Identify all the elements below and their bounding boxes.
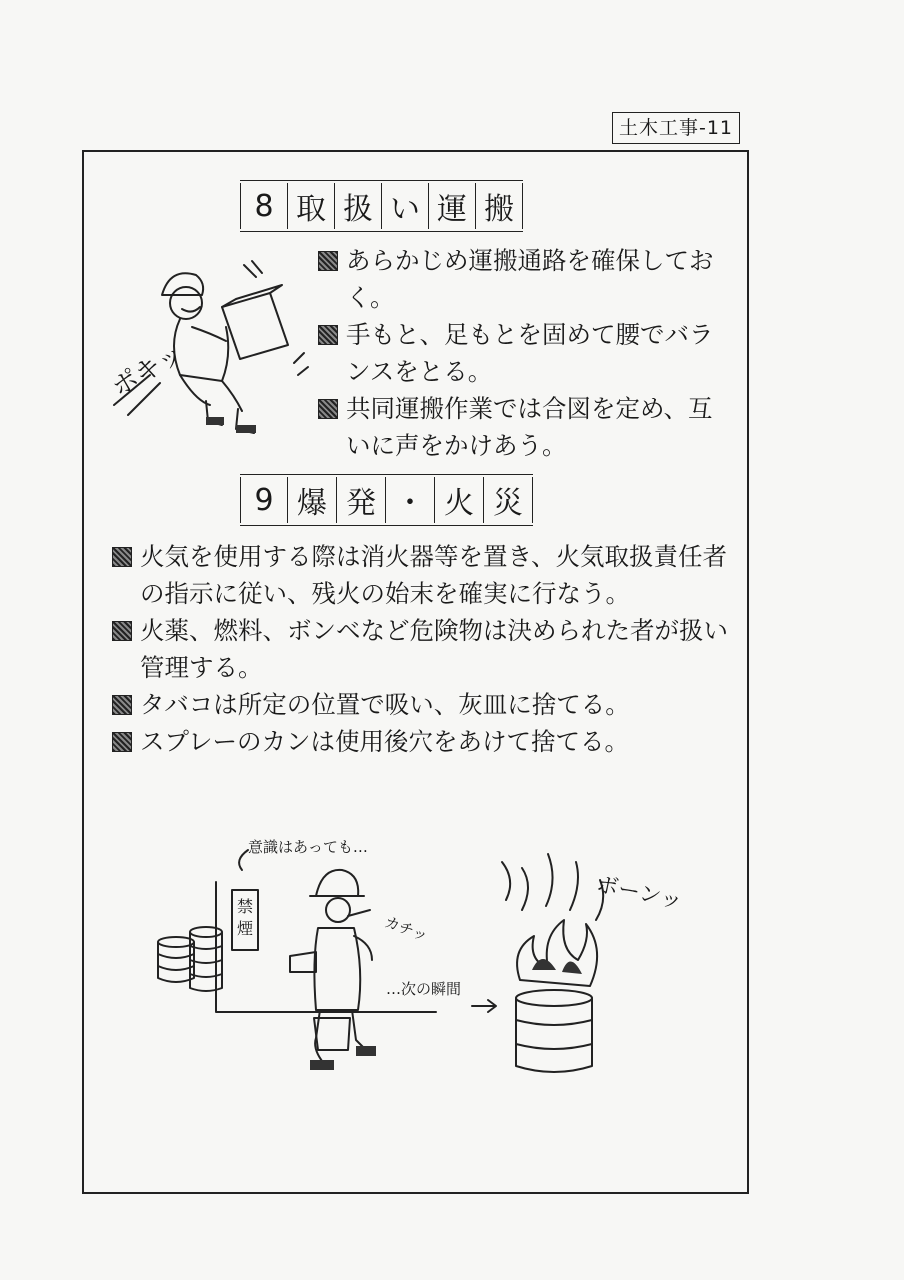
list-item: 火薬、燃料、ボンベなど危険物は決められた者が扱い管理する。 [110,612,730,686]
section-8-title-char: 運 [428,183,475,229]
hatched-square-icon [112,547,132,567]
section-9-title-char: 発 [336,477,385,523]
section-8-title-char: 扱 [334,183,381,229]
speech-thought-note: 意識はあっても… [248,838,368,856]
next-moment-note: …次の瞬間 [386,980,462,998]
section-8-title-char: い [381,183,428,229]
hatched-square-icon [112,695,132,715]
section-9-title-char: 災 [483,477,533,523]
section-8-bullets [316,242,724,464]
list-item: タバコは所定の位置で吸い、灰皿に捨てる。 [110,686,730,723]
page-tag: 土木工事-11 [612,112,740,144]
section-9-number: 9 [240,477,287,523]
section-8-title-char: 取 [287,183,334,229]
no-smoking-sign: 禁煙 [237,897,254,938]
list-item: 共同運搬作業では合図を定め、互いに声をかけあう。 [316,390,724,464]
list-item: 手もと、足もとを固めて腰でバランスをとる。 [316,316,724,390]
lighter-click-sound: カチッ [382,912,431,946]
hatched-square-icon [318,251,338,271]
section-8-title [240,180,523,232]
list-item: あらかじめ運搬通路を確保しておく。 [316,242,724,316]
section-9-title-char: 爆 [287,477,336,523]
hatched-square-icon [318,325,338,345]
hatched-square-icon [112,621,132,641]
hatched-square-icon [112,732,132,752]
explosion-sound-effect: ボーンッ [593,872,685,915]
section-9-title-char: 火 [434,477,483,523]
list-item: 火気を使用する際は消火器等を置き、火気取扱責任者の指示に従い、残火の始末を確実に行なう。 [110,538,730,612]
hatched-square-icon [318,399,338,419]
snap-sound-effect: ポキッ [106,338,190,404]
section-8-number: 8 [240,183,287,229]
section-9-bullets [110,538,730,760]
section-9-title-char: ・ [385,477,434,523]
section-8-title-rule-left [240,180,262,181]
list-item: スプレーのカンは使用後穴をあけて捨てる。 [110,723,730,760]
section-8-title-char: 搬 [475,183,523,229]
section-9-title [240,474,533,526]
